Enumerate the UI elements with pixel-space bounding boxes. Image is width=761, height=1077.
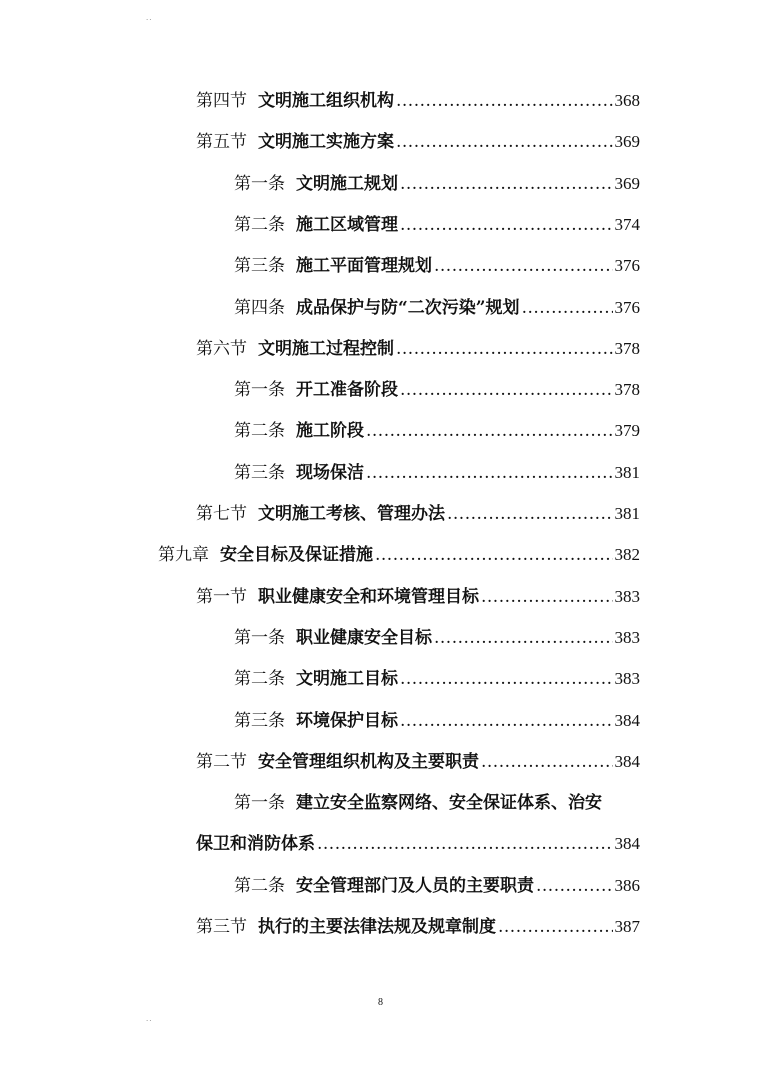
toc-entry-number: 第二节 <box>196 752 247 772</box>
toc-entry-number: 第三条 <box>234 463 285 483</box>
toc-entry-title: 施工平面管理规划 <box>296 256 432 276</box>
toc-entry-title: 文明施工考核、管理办法 <box>258 504 445 524</box>
toc-entry[interactable] <box>234 625 640 651</box>
toc-entry-page: 387 <box>614 917 640 936</box>
toc-entry-number: 第二条 <box>234 421 285 441</box>
toc-entry[interactable] <box>196 88 640 114</box>
toc-leader-dots <box>400 666 613 692</box>
toc-leader-dots <box>447 501 613 527</box>
toc-leader-dots <box>400 171 613 197</box>
toc-entry-page: 383 <box>614 587 640 606</box>
corner-mark-top: .. <box>146 14 153 22</box>
toc-entry-page: 368 <box>614 91 640 110</box>
toc-entry[interactable] <box>234 790 602 816</box>
toc-entry-number: 第七节 <box>196 504 247 524</box>
toc-entry-title: 保卫和消防体系 <box>196 834 315 854</box>
toc-entry-title: 环境保护目标 <box>296 711 398 731</box>
toc-entry-page: 384 <box>614 834 640 853</box>
toc-entry[interactable] <box>196 749 640 775</box>
toc-entry-title: 文明施工实施方案 <box>258 132 394 152</box>
toc-entry-page: 383 <box>614 628 640 647</box>
toc-entry[interactable] <box>196 584 640 610</box>
toc-entry[interactable] <box>234 212 640 238</box>
toc-entry[interactable] <box>234 171 640 197</box>
toc-entry-title: 职业健康安全和环境管理目标 <box>258 587 479 607</box>
toc-entry-number: 第二条 <box>234 876 285 896</box>
toc-entry-page: 374 <box>614 215 640 234</box>
toc-entry-title: 施工阶段 <box>296 421 364 441</box>
page-number: 8 <box>378 997 383 1008</box>
toc-entry-page: 378 <box>614 339 640 358</box>
toc-entry[interactable] <box>196 914 640 940</box>
toc-leader-dots <box>366 418 613 444</box>
toc-leader-dots <box>396 129 613 155</box>
toc-entry[interactable] <box>234 295 640 321</box>
toc-entry-title: 文明施工过程控制 <box>258 339 394 359</box>
toc-entry-page: 369 <box>614 174 640 193</box>
toc-entry-title: 文明施工组织机构 <box>258 91 394 111</box>
toc-entry[interactable] <box>196 129 640 155</box>
toc-entry-number: 第三条 <box>234 711 285 731</box>
toc-entry-number: 第一条 <box>234 628 285 648</box>
toc-entry-title: 执行的主要法律法规及规章制度 <box>258 917 496 937</box>
toc-entry[interactable] <box>234 377 640 403</box>
toc-entry-page: 369 <box>614 132 640 151</box>
toc-leader-dots <box>366 460 613 486</box>
toc-entry-title: 文明施工规划 <box>296 174 398 194</box>
toc-leader-dots <box>536 873 613 899</box>
toc-entry[interactable] <box>234 708 640 734</box>
toc-leader-dots <box>375 542 613 568</box>
toc-entry-title: 开工准备阶段 <box>296 380 398 400</box>
toc-entry[interactable] <box>234 460 640 486</box>
toc-entry-page: 386 <box>614 876 640 895</box>
toc-entry-page: 376 <box>614 256 640 275</box>
toc-entry[interactable] <box>196 831 640 857</box>
toc-entry-number: 第三节 <box>196 917 247 937</box>
toc-entry[interactable] <box>234 873 640 899</box>
toc-entry-page: 381 <box>614 504 640 523</box>
toc-leader-dots <box>434 253 613 279</box>
toc-entry[interactable] <box>234 253 640 279</box>
toc-entry-number: 第一条 <box>234 380 285 400</box>
toc-entry-page: 381 <box>614 463 640 482</box>
toc-entry-title: 建立安全监察网络、安全保证体系、治安 <box>296 793 602 813</box>
toc-leader-dots <box>481 584 613 610</box>
toc-entry[interactable] <box>196 336 640 362</box>
toc-entry-page: 376 <box>614 298 640 317</box>
toc-leader-dots <box>317 831 613 857</box>
toc-entry-title: 成品保护与防“二次污染”规划 <box>296 298 520 318</box>
toc-leader-dots <box>498 914 613 940</box>
toc-entry-title: 安全管理部门及人员的主要职责 <box>296 876 534 896</box>
toc-entry-title: 施工区域管理 <box>296 215 398 235</box>
toc-entry[interactable] <box>196 501 640 527</box>
toc-entry-title: 现场保洁 <box>296 463 364 483</box>
toc-entry-number: 第二条 <box>234 215 285 235</box>
toc-entry-number: 第九章 <box>158 545 209 565</box>
toc-entry-page: 383 <box>614 669 640 688</box>
toc-entry-number: 第四节 <box>196 91 247 111</box>
toc-entry-page: 384 <box>614 752 640 771</box>
toc-leader-dots <box>400 708 613 734</box>
toc-entry-number: 第一条 <box>234 174 285 194</box>
toc-entry-number: 第二条 <box>234 669 285 689</box>
toc-entry-number: 第一节 <box>196 587 247 607</box>
toc-entry-page: 379 <box>614 421 640 440</box>
toc-leader-dots <box>396 336 613 362</box>
toc-leader-dots <box>400 212 613 238</box>
toc-entry-number: 第六节 <box>196 339 247 359</box>
toc-entry-title: 职业健康安全目标 <box>296 628 432 648</box>
toc-entry-page: 384 <box>614 711 640 730</box>
toc-entry-title: 安全管理组织机构及主要职责 <box>258 752 479 772</box>
corner-mark-bottom: .. <box>146 1015 153 1023</box>
toc-leader-dots <box>522 295 613 321</box>
toc-entry-page: 378 <box>614 380 640 399</box>
toc-entry[interactable] <box>158 542 640 568</box>
toc-leader-dots <box>434 625 613 651</box>
toc-leader-dots <box>481 749 613 775</box>
toc-entry-number: 第一条 <box>234 793 285 813</box>
toc-entry-number: 第三条 <box>234 256 285 276</box>
toc-entry-number: 第五节 <box>196 132 247 152</box>
toc-leader-dots <box>400 377 613 403</box>
toc-entry[interactable] <box>234 418 640 444</box>
toc-entry-number: 第四条 <box>234 298 285 318</box>
toc-leader-dots <box>396 88 613 114</box>
toc-entry-page: 382 <box>614 545 640 564</box>
toc-entry[interactable] <box>234 666 640 692</box>
toc-entry-title: 文明施工目标 <box>296 669 398 689</box>
toc-entry-title: 安全目标及保证措施 <box>220 545 373 565</box>
